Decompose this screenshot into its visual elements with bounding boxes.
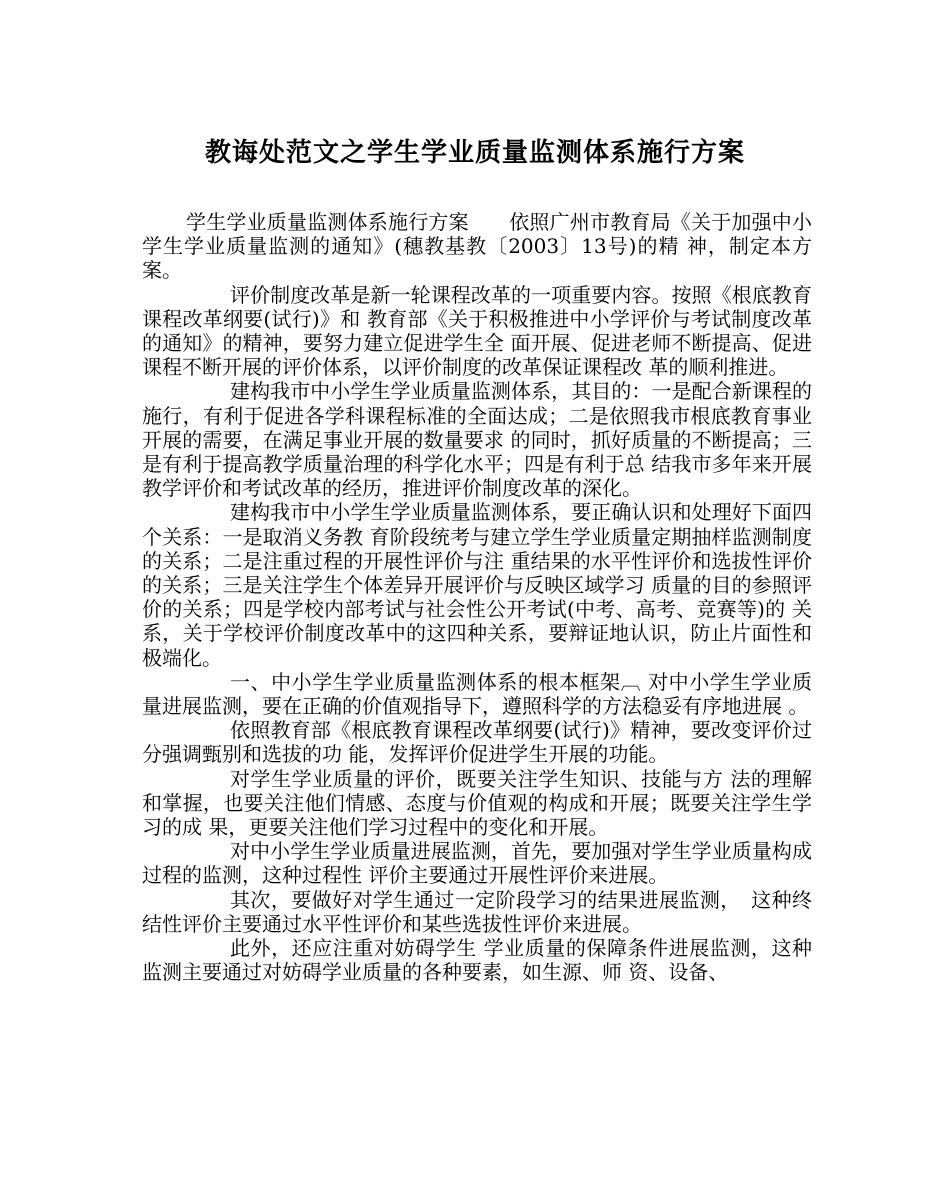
paragraph: 此外，还应注重对妨碍学生 学业质量的保障条件进展监测，这种监测主要通过对妨碍学业质量的各种要素，如生源、师 资、设备、 <box>142 936 812 985</box>
paragraph: 其次，要做好对学生通过一定阶段学习的结果进展监测， 这种终结性评价主要通过水平性评价和某些选拔性评价来进展。 <box>142 887 812 936</box>
paragraph: 依照教育部《根底教育课程改革纲要(试行)》精神，要改变评价过分强调甄别和选拔的功 能，发挥评价促进学生开展的功能。 <box>142 718 812 767</box>
paragraph: 建构我市中小学生学业质量监测体系，其目的：一是配合新课程的施行，有利于促进各学科课程标准的全面达成；二是依照我市根底教育事业开展的需要，在满足事业开展的数量要求 的同时，抓好质量的不断提高；三是有利于提高教学质量治理的科学化水平；四是有利于总 结我市多年来开展教学评价和考试改革的经历，推进评价制度改革的深化。 <box>142 379 812 501</box>
document-title: 教诲处范文之学生学业质量监测体系施行方案 <box>204 138 745 168</box>
paragraph: 一、中小学生学业质量监测体系的根本框架︹ 对中小学生学业质量进展监测，要在正确的价值观指导下，遵照科学的方法稳妥有序地进展 。 <box>142 669 812 719</box>
document-body <box>142 210 812 985</box>
paragraph: 建构我市中小学生学业质量监测体系，要正确认识和处理好下面四个关系：一是取消义务教 育阶段统考与建立学生学业质量定期抽样监测制度的关系；二是注重过程的开展性评价与注 重结果的水平性评价和选拔性评价的关系；三是关注学生个体差异开展评价与反映区域学习 质量的目的参照评价的关系；四是学校内部考试与社会性公开考试(中考、高考、竞赛等)的 关系，关于学校评价制度改革中的这四种关系，要辩证地认识，防止片面性和极端化。 <box>142 500 812 670</box>
paragraph: 学生学业质量监测体系施行方案 依照广州市教育局《关于加强中小学生学业质量监测的通知》(穗教基教〔2003〕13号)的精 神，制定本方案。 <box>142 210 812 283</box>
paragraph: 评价制度改革是新一轮课程改革的一项重要内容。按照《根底教育课程改革纲要(试行)》和 教育部《关于积极推进中小学评价与考试制度改革的通知》的精神，要努力建立促进学生全 面开展、促进老师不断提高、促进课程不断开展的评价体系，以评价制度的改革保证课程改 革的顺利推进。 <box>142 282 812 380</box>
paragraph: 对中小学生学业质量进展监测，首先，要加强对学生学业质量构成过程的监测，这种过程性 评价主要通过开展性评价来进展。 <box>142 839 812 888</box>
paragraph: 对学生学业质量的评价，既要关注学生知识、技能与方 法的理解和掌握，也要关注他们情感、态度与价值观的构成和开展；既要关注学生学习的成 果，更要关注他们学习过程中的变化和开展。 <box>142 766 812 840</box>
